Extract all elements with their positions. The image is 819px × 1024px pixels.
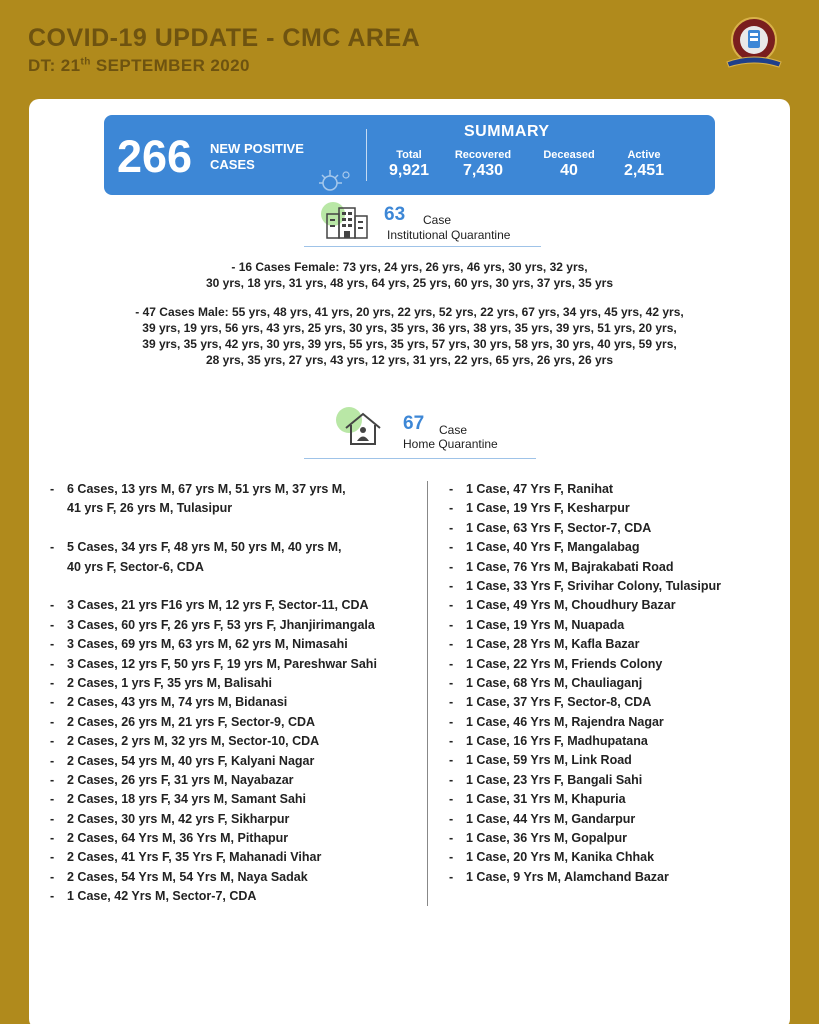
list-bullet: - <box>50 772 55 787</box>
list-item-text: 1 Case, 22 Yrs M, Friends Colony <box>466 656 663 671</box>
list-bullet: - <box>449 831 454 846</box>
list-item-text: 3 Cases, 12 yrs F, 50 yrs F, 19 yrs M, Pareshwar Sahi <box>67 656 377 671</box>
list-item-text: 2 Cases, 43 yrs M, 74 yrs M, Bidanasi <box>67 695 288 710</box>
right-case-list <box>449 480 721 887</box>
list-item <box>449 693 721 712</box>
new-positive-label-line2: CASES <box>210 157 255 172</box>
list-item-text: 2 Cases, 41 Yrs F, 35 Yrs F, Mahanadi Vihar <box>67 850 322 865</box>
list-item-text: 1 Case, 31 Yrs M, Khapuria <box>466 792 626 807</box>
list-item-text: 40 yrs F, Sector-6, CDA <box>67 559 204 574</box>
page-header <box>28 24 420 76</box>
list-item-text: 1 Case, 40 Yrs F, Mangalabag <box>466 540 640 555</box>
list-item-text: 1 Case, 23 Yrs F, Bangali Sahi <box>466 772 643 787</box>
list-bullet: - <box>449 540 454 555</box>
list-item <box>449 713 721 732</box>
institutional-label: Institutional Quarantine <box>387 228 511 242</box>
home-underline <box>304 458 536 459</box>
list-bullet: - <box>449 675 454 690</box>
stat-value: 7,430 <box>462 162 504 179</box>
list-bullet: - <box>449 792 454 807</box>
male-ages <box>69 304 750 368</box>
list-item-text: 3 Cases, 21 yrs F16 yrs M, 12 yrs F, Sector-11, CDA <box>67 598 369 613</box>
list-item <box>449 635 721 654</box>
stat-label: Recovered <box>454 149 512 161</box>
list-item <box>50 752 377 771</box>
summary-title: SUMMARY <box>464 123 550 140</box>
stat-value: 9,921 <box>388 162 430 179</box>
male-ages-line2: 39 yrs, 19 yrs, 56 yrs, 43 yrs, 25 yrs, 30 yrs, 35 yrs, 36 yrs, 38 yrs, 35 yrs, 39 yrs, 51 yrs, 20 yrs, <box>142 321 677 335</box>
female-ages <box>89 259 730 291</box>
list-item-text: 1 Case, 37 Yrs F, Sector-8, CDA <box>466 695 652 710</box>
list-item <box>449 829 721 848</box>
list-item <box>50 848 377 867</box>
municipal-corporation-logo-icon <box>721 14 787 70</box>
content-card <box>29 99 790 1024</box>
institutional-underline <box>304 246 541 247</box>
list-bullet: - <box>50 637 55 652</box>
new-positive-label-line1: NEW POSITIVE <box>210 141 304 156</box>
list-item <box>449 538 721 557</box>
list-bullet: - <box>449 714 454 729</box>
list-item-text: 1 Case, 9 Yrs M, Alamchand Bazar <box>466 869 669 884</box>
home-label: Home Quarantine <box>403 437 498 451</box>
stat-deceased <box>536 149 602 180</box>
list-bullet: - <box>50 540 55 555</box>
report-date <box>28 56 420 76</box>
list-item-text: 5 Cases, 34 yrs F, 48 yrs M, 50 yrs M, 40 yrs M, <box>67 540 342 555</box>
list-item <box>449 732 721 751</box>
list-item-text: 1 Case, 76 Yrs M, Bajrakabati Road <box>466 559 674 574</box>
list-bullet: - <box>50 598 55 613</box>
list-item-text: 1 Case, 68 Yrs M, Chauliaganj <box>466 675 643 690</box>
list-item-text: 41 yrs F, 26 yrs M, Tulasipur <box>67 501 233 516</box>
list-item <box>449 848 721 867</box>
stat-value: 40 <box>560 162 578 179</box>
list-bullet: - <box>50 831 55 846</box>
building-icon <box>325 206 369 240</box>
page-title: COVID-19 UPDATE - CMC AREA <box>28 24 421 52</box>
home-icon <box>343 411 383 447</box>
institutional-case-word: Case <box>423 213 452 227</box>
list-item <box>50 829 377 848</box>
list-item <box>449 596 721 615</box>
list-bullet: - <box>449 753 454 768</box>
list-bullet: - <box>50 811 55 826</box>
list-item-text: 1 Case, 33 Yrs F, Srivihar Colony, Tulasipur <box>466 578 721 593</box>
female-ages-line1: - 16 Cases Female: 73 yrs, 24 yrs, 26 yrs, 46 yrs, 30 yrs, 32 yrs, <box>231 260 588 274</box>
stat-recovered <box>448 149 518 180</box>
list-bullet: - <box>449 734 454 749</box>
list-item-text: 2 Cases, 26 yrs F, 31 yrs M, Nayabazar <box>67 772 294 787</box>
list-item <box>50 868 377 887</box>
list-item <box>50 887 377 906</box>
list-item-text: 2 Cases, 18 yrs F, 34 yrs M, Samant Sahi <box>67 792 307 807</box>
list-item <box>50 635 377 654</box>
list-item-text: 1 Case, 63 Yrs F, Sector-7, CDA <box>466 520 652 535</box>
list-item <box>449 616 721 635</box>
list-item-text: 1 Case, 19 Yrs F, Kesharpur <box>466 501 630 516</box>
list-bullet: - <box>449 811 454 826</box>
list-item <box>449 810 721 829</box>
list-item <box>50 538 377 577</box>
list-item <box>50 480 377 519</box>
list-item <box>449 577 721 596</box>
list-bullet: - <box>50 714 55 729</box>
stat-label: Active <box>627 149 661 161</box>
list-item <box>449 790 721 809</box>
list-bullet: - <box>449 598 454 613</box>
list-item <box>449 499 721 518</box>
home-count: 67 <box>403 413 425 434</box>
list-item-text: 3 Cases, 69 yrs M, 63 yrs M, 62 yrs M, Nimasahi <box>67 637 348 652</box>
stat-active <box>618 149 670 180</box>
stat-value: 2,451 <box>623 162 665 179</box>
list-item-text: 6 Cases, 13 yrs M, 67 yrs M, 51 yrs M, 37 yrs M, <box>67 482 346 496</box>
list-bullet: - <box>449 501 454 516</box>
list-bullet: - <box>50 792 55 807</box>
list-bullet: - <box>449 656 454 671</box>
list-bullet: - <box>449 637 454 652</box>
list-item-text: 1 Case, 59 Yrs M, Link Road <box>466 753 632 768</box>
list-item <box>449 868 721 887</box>
male-ages-line1: - 47 Cases Male: 55 yrs, 48 yrs, 41 yrs, 20 yrs, 22 yrs, 52 yrs, 22 yrs, 67 yrs, 34 yrs, 45 yrs, 42 yrs, <box>135 305 684 319</box>
list-item-text: 1 Case, 36 Yrs M, Gopalpur <box>466 831 627 846</box>
list-item-text: 2 Cases, 54 yrs M, 40 yrs F, Kalyani Nagar <box>67 753 315 768</box>
list-bullet: - <box>449 869 454 884</box>
list-item-text: 2 Cases, 30 yrs M, 42 yrs F, Sikharpur <box>67 811 290 826</box>
list-bullet: - <box>449 772 454 787</box>
list-item <box>50 713 377 732</box>
list-bullet: - <box>50 753 55 768</box>
summary-banner <box>104 115 715 195</box>
list-item-text: 1 Case, 44 Yrs M, Gandarpur <box>466 811 636 826</box>
female-ages-line2: 30 yrs, 18 yrs, 31 yrs, 48 yrs, 64 yrs, 25 yrs, 60 yrs, 30 yrs, 37 yrs, 35 yrs <box>205 276 613 290</box>
list-bullet: - <box>449 850 454 865</box>
list-item <box>50 732 377 751</box>
list-bullet: - <box>50 617 55 632</box>
list-item-text: 1 Case, 16 Yrs F, Madhupatana <box>466 734 648 749</box>
list-bullet: - <box>50 675 55 690</box>
list-item <box>50 771 377 790</box>
list-item <box>449 519 721 538</box>
list-bullet: - <box>50 850 55 865</box>
list-item <box>50 693 377 712</box>
list-item-text: 1 Case, 47 Yrs F, Ranihat <box>466 482 614 496</box>
list-item-text: 2 Cases, 54 Yrs M, 54 Yrs M, Naya Sadak <box>67 869 308 884</box>
list-bullet: - <box>50 734 55 749</box>
list-item-text: 1 Case, 46 Yrs M, Rajendra Nagar <box>466 714 664 729</box>
new-positive-count: 266 <box>117 131 193 182</box>
list-bullet: - <box>50 656 55 671</box>
list-bullet: - <box>50 889 55 904</box>
list-bullet: - <box>449 482 454 496</box>
male-ages-line4: 28 yrs, 35 yrs, 27 yrs, 43 yrs, 12 yrs, 31 yrs, 22 yrs, 65 yrs, 26 yrs, 26 yrs <box>205 353 613 367</box>
list-item <box>50 790 377 809</box>
list-item <box>50 596 377 615</box>
virus-icon <box>316 167 352 195</box>
list-item <box>449 655 721 674</box>
list-bullet: - <box>449 578 454 593</box>
list-bullet: - <box>449 695 454 710</box>
list-item-text: 1 Case, 49 Yrs M, Choudhury Bazar <box>466 598 676 613</box>
list-item-text: 1 Case, 20 Yrs M, Kanika Chhak <box>466 850 655 865</box>
list-item-text: 1 Case, 42 Yrs M, Sector-7, CDA <box>67 889 257 904</box>
date-prefix: DT: 21 <box>28 56 81 75</box>
list-bullet: - <box>449 559 454 574</box>
banner-divider <box>366 129 367 181</box>
list-item <box>50 810 377 829</box>
list-item <box>50 616 377 635</box>
list-bullet: - <box>50 869 55 884</box>
list-item-text: 2 Cases, 64 Yrs M, 36 Yrs M, Pithapur <box>67 831 289 846</box>
list-item <box>449 751 721 770</box>
date-suffix: SEPTEMBER 2020 <box>90 56 250 75</box>
left-case-list <box>50 480 377 907</box>
list-item <box>449 674 721 693</box>
date-sup: th <box>80 56 91 68</box>
list-bullet: - <box>449 617 454 632</box>
list-item-text: 2 Cases, 26 yrs M, 21 yrs F, Sector-9, CDA <box>67 714 316 729</box>
list-item <box>449 480 721 499</box>
list-item <box>449 771 721 790</box>
list-item-text: 1 Case, 19 Yrs M, Nuapada <box>466 617 625 632</box>
male-ages-line3: 39 yrs, 35 yrs, 42 yrs, 30 yrs, 39 yrs, 55 yrs, 35 yrs, 57 yrs, 30 yrs, 58 yrs, 30 yrs, 40 yrs, 59 yrs, <box>142 337 677 351</box>
list-bullet: - <box>50 482 55 496</box>
list-item-text: 1 Case, 28 Yrs M, Kafla Bazar <box>466 637 640 652</box>
list-item-text: 2 Cases, 1 yrs F, 35 yrs M, Balisahi <box>67 675 272 690</box>
home-case-word: Case <box>439 423 468 437</box>
list-item <box>50 674 377 693</box>
stat-label: Total <box>396 149 422 161</box>
list-bullet: - <box>50 695 55 710</box>
list-item <box>50 655 377 674</box>
list-item <box>449 558 721 577</box>
stat-label: Deceased <box>543 149 595 161</box>
new-positive-label <box>210 141 304 173</box>
list-bullet: - <box>449 520 454 535</box>
column-divider <box>427 481 428 906</box>
stat-total <box>388 149 430 180</box>
institutional-count: 63 <box>384 204 406 225</box>
list-item-text: 3 Cases, 60 yrs F, 26 yrs F, 53 yrs F, Jhanjirimangala <box>67 617 375 632</box>
list-item-text: 2 Cases, 2 yrs M, 32 yrs M, Sector-10, CDA <box>67 734 320 749</box>
